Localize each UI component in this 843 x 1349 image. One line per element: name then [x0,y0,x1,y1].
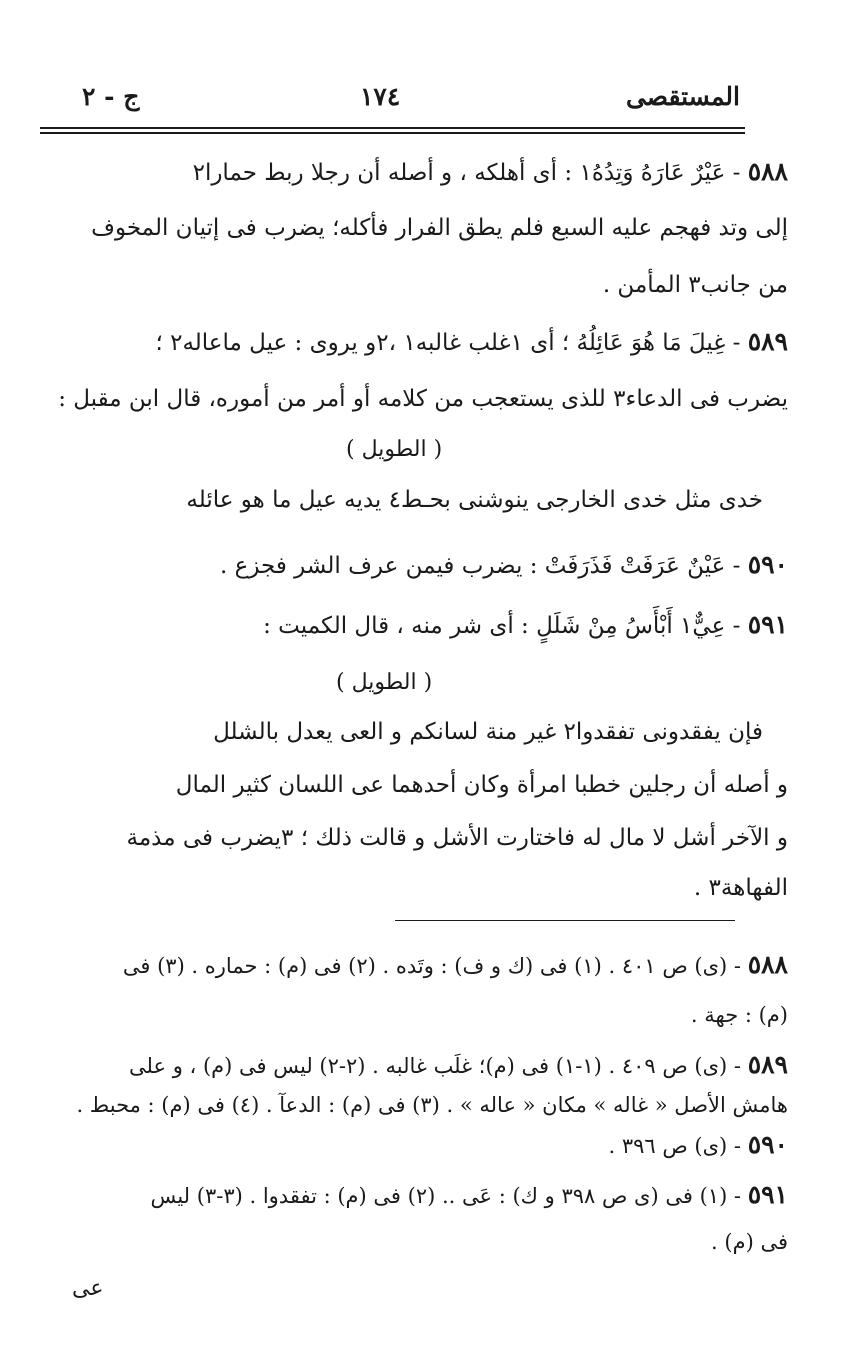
body-text: - عِيٌّ١ أَبْأَسُ مِنْ شَلَلٍ : أى شر منه ، قال الكميت : [263,613,748,639]
footnote-number: ٥٨٩ [747,1050,788,1079]
catchword: عى [72,1276,104,1301]
body-text: و أصله أن رجلين خطبا امرأة وكان أحدهما عى اللسان كثير المال [175,772,788,798]
footnote-line [691,995,788,1035]
body-text: - عَيْرٌ عَارَهُ وَتِدُهُ١ : أى أهلكه ، و أصله أن رجلا ربط حمارا٢ [192,160,748,186]
footnote-text: فى (م) . [711,1230,788,1254]
body-text: - غِيلَ مَا هُوَ عَائِلُهُ ؛ أى ١غلب غالبه١ ،٢و يروى : عيل ماعاله٢ ؛ [155,330,748,356]
body-line [220,545,788,585]
footnote-line [151,1175,788,1215]
meter-label: ( الطويل ) [336,670,433,695]
proverb-number: ٥٩٠ [747,550,788,579]
footnote-line [608,1125,788,1165]
volume-label: ج - ٢ [82,82,140,111]
proverb-number: ٥٨٨ [747,157,788,186]
footnote-number: ٥٩١ [747,1180,788,1209]
running-header [40,78,740,118]
footnote-number: ٥٩٠ [747,1130,788,1159]
verse-text: فإن يفقدونى تفقدوا٢ غير منة لسانكم و العى يعدل بالشلل [213,719,763,745]
body-text: - عَيْنٌ عَرَفَتْ فَذَرَفَتْ : يضرب فيمن عرف الشر فجزع . [219,553,748,579]
footnote-line [76,1085,788,1125]
verse-line [186,480,763,520]
footnote-text: - (ى) ص ٣٩٦ . [608,1134,748,1158]
footnote-line [129,1045,788,1085]
body-line [176,765,788,805]
footnote-line [123,945,788,985]
page-number: ١٧٤ [360,82,401,111]
body-line [155,322,788,362]
verse-text: خدى مثل خدى الخارجى ينوشنى بحـط٤ يديه عيل ما هو عائله [186,487,763,513]
footnote-text: - (١) فى (ى ص ٣٩٨ و ك) : عَى .. (٢) فى (م) : تفقدوا . (٣-٣) ليس [150,1184,748,1208]
body-text: إلى وتد فهجم عليه السبع فلم يطق الفرار فأكله؛ يضرب فى إتيان المخوف [91,215,788,241]
body-line [58,379,788,419]
header-rule-top [40,127,745,129]
proverb-number: ٥٩١ [747,610,788,639]
body-line [263,605,788,645]
body-line [603,265,788,305]
body-text: من جانب٣ المأمن . [602,272,788,298]
footnote-line [711,1222,788,1262]
meter-label: ( الطويل ) [346,437,443,462]
body-text: يضرب فى الدعاء٣ للذى يستعجب من كلامه أو أمر من أموره، قال ابن مقبل : [58,386,788,412]
footnote-text: هامش الأصل « غاله » مكان « عاله » . (٣) فى (م) : الدعآ . (٤) فى (م) : محبط . [76,1093,788,1117]
footnote-text: - (ى) ص ٤٠١ . (١) فى (ك و ف) : وتَده . (٢) فى (م) : حماره . (٣) فى [122,954,748,978]
body-line [193,152,788,192]
body-text: الفهاهة٣ . [693,875,788,901]
footnote-number: ٥٨٨ [747,950,788,979]
footnote-text: - (ى) ص ٤٠٩ . (١-١) فى (م)؛ غلَب غالبه . (٢-٢) ليس فى (م) ، و على [129,1054,748,1078]
proverb-number: ٥٨٩ [747,327,788,356]
body-line [91,208,788,248]
body-line [694,868,788,908]
header-title: المستقصى [625,82,740,111]
footnote-separator [395,920,735,921]
header-rule-bottom [40,132,745,134]
body-text: و الآخر أشل لا مال له فاختارت الأشل و قالت ذلك ؛ ٣يضرب فى مذمة [126,825,788,851]
body-line [127,818,789,858]
footnote-text: (م) : جهة . [690,1003,788,1027]
verse-line [213,712,763,752]
